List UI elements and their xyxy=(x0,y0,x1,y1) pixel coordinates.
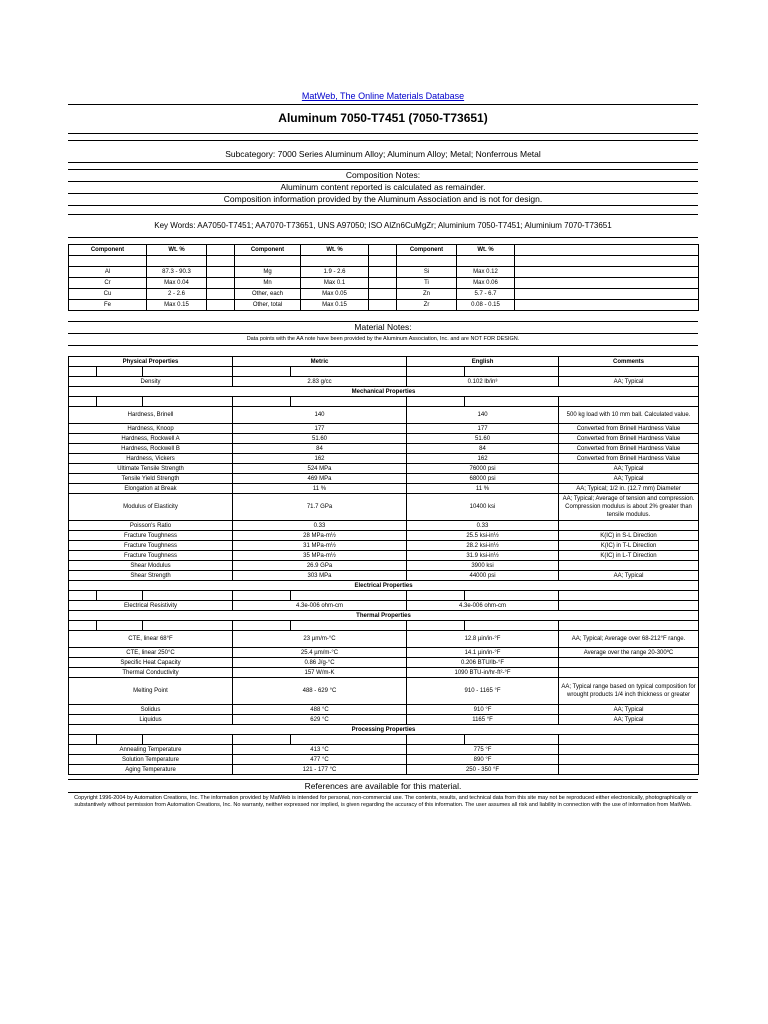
empty-cell xyxy=(465,397,559,407)
empty-cell xyxy=(369,278,397,289)
metric-value: 157 W/m-K xyxy=(233,668,407,678)
english-value: 775 °F xyxy=(407,745,559,755)
metric-value: 35 MPa-m½ xyxy=(233,551,407,561)
empty-cell xyxy=(69,367,97,377)
composition-cell: Max 0.12 xyxy=(457,267,515,278)
property-row xyxy=(69,521,699,531)
property-row xyxy=(69,377,699,387)
properties-header-row xyxy=(69,357,699,367)
property-name: Shear Strength xyxy=(69,571,233,581)
section-title: Thermal Properties xyxy=(69,611,699,621)
empty-cell xyxy=(407,367,465,377)
references-note: References are available for this material. xyxy=(68,779,698,793)
composition-note-line: Aluminum content reported is calculated as remainder. xyxy=(68,182,698,194)
property-name: CTE, linear 68°F xyxy=(69,631,233,648)
property-name: Annealing Temperature xyxy=(69,745,233,755)
empty-cell xyxy=(143,397,233,407)
composition-header-cell: Component xyxy=(69,245,147,256)
composition-cell: Max 0.15 xyxy=(147,300,207,311)
empty-cell xyxy=(143,621,233,631)
property-row xyxy=(69,407,699,424)
comment xyxy=(559,745,699,755)
physical-properties-header: Physical Properties xyxy=(69,357,233,367)
property-row xyxy=(69,631,699,648)
composition-cell: Si xyxy=(397,267,457,278)
comment: Converted from Brinell Hardness Value xyxy=(559,434,699,444)
property-name: Hardness, Brinell xyxy=(69,407,233,424)
composition-cell: Zr xyxy=(397,300,457,311)
composition-row xyxy=(69,289,699,300)
comment: Converted from Brinell Hardness Value xyxy=(559,454,699,464)
empty-cell xyxy=(233,397,291,407)
composition-cell: Max 0.04 xyxy=(147,278,207,289)
property-name: Solidus xyxy=(69,705,233,715)
property-row xyxy=(69,424,699,434)
composition-cell: 2 - 2.6 xyxy=(147,289,207,300)
empty-cell xyxy=(97,397,143,407)
metric-value: 0.86 J/g-°C xyxy=(233,658,407,668)
empty-cell xyxy=(559,397,699,407)
metric-value: 51.60 xyxy=(233,434,407,444)
english-value: 51.60 xyxy=(407,434,559,444)
composition-header-cell: Component xyxy=(397,245,457,256)
composition-cell: Max 0.06 xyxy=(457,278,515,289)
property-name: Hardness, Rockwell A xyxy=(69,434,233,444)
empty-cell xyxy=(147,256,207,267)
empty-cell xyxy=(69,621,97,631)
metric-value: 413 °C xyxy=(233,745,407,755)
section-header-row xyxy=(69,387,699,397)
composition-cell: 5.7 - 6.7 xyxy=(457,289,515,300)
composition-notes xyxy=(68,169,698,206)
english-value: 12.8 µin/in-°F xyxy=(407,631,559,648)
divider xyxy=(68,237,698,238)
empty-cell xyxy=(69,591,97,601)
blank-row xyxy=(69,621,699,631)
metric-value: 469 MPa xyxy=(233,474,407,484)
property-name: Fracture Toughness xyxy=(69,531,233,541)
empty-cell xyxy=(369,256,397,267)
property-row xyxy=(69,668,699,678)
empty-cell xyxy=(407,591,465,601)
comment: AA; Typical; 1/2 in. (12.7 mm) Diameter xyxy=(559,484,699,494)
composition-row xyxy=(69,278,699,289)
blank-row xyxy=(69,397,699,407)
property-name: Thermal Conductivity xyxy=(69,668,233,678)
composition-header-cell: Wt. % xyxy=(147,245,207,256)
property-name: Electrical Resistivity xyxy=(69,601,233,611)
section-header-row xyxy=(69,611,699,621)
property-row xyxy=(69,531,699,541)
property-row xyxy=(69,678,699,705)
english-value: 25.5 ksi-in½ xyxy=(407,531,559,541)
comment xyxy=(559,755,699,765)
empty-cell xyxy=(515,245,699,256)
empty-cell xyxy=(207,278,235,289)
metric-value: 177 xyxy=(233,424,407,434)
property-row xyxy=(69,715,699,725)
empty-cell xyxy=(515,289,699,300)
comment: K(IC) in T-L Direction xyxy=(559,541,699,551)
metric-value: 162 xyxy=(233,454,407,464)
empty-cell xyxy=(97,367,143,377)
english-value: 177 xyxy=(407,424,559,434)
english-value: 76000 psi xyxy=(407,464,559,474)
empty-cell xyxy=(369,300,397,311)
comment: AA; Typical; Average of tension and compression. Compression modulus is about 2% greater than tensile modulus. xyxy=(559,494,699,521)
page-title: Aluminum 7050-T7451 (7050-T73651) xyxy=(278,111,488,125)
metric-value: 488 °C xyxy=(233,705,407,715)
composition-table xyxy=(68,244,699,311)
comment: Converted from Brinell Hardness Value xyxy=(559,424,699,434)
property-name: Hardness, Vickers xyxy=(69,454,233,464)
property-name: Ultimate Tensile Strength xyxy=(69,464,233,474)
property-name: Fracture Toughness xyxy=(69,551,233,561)
empty-cell xyxy=(559,367,699,377)
english-value: 250 - 350 °F xyxy=(407,765,559,775)
divider xyxy=(68,140,698,141)
subcategory: Subcategory: 7000 Series Aluminum Alloy; Aluminum Alloy; Metal; Nonferrous Metal xyxy=(68,149,698,163)
empty-cell xyxy=(69,256,147,267)
property-name: Aging Temperature xyxy=(69,765,233,775)
keywords: Key Words: AA7050-T7451; AA7070-T73651, UNS A97050; ISO AlZn6CuMgZr; Aluminium 7050-T7451; Aluminium 7070-T73651 xyxy=(154,221,612,230)
comment: AA; Typical xyxy=(559,571,699,581)
property-row xyxy=(69,541,699,551)
metric-value: 303 MPa xyxy=(233,571,407,581)
metric-header: Metric xyxy=(233,357,407,367)
section-title: Electrical Properties xyxy=(69,581,699,591)
property-row xyxy=(69,454,699,464)
english-value: 31.9 ksi-in½ xyxy=(407,551,559,561)
empty-cell xyxy=(407,397,465,407)
comments-header: Comments xyxy=(559,357,699,367)
comment xyxy=(559,561,699,571)
english-value: 4.3e-006 ohm-cm xyxy=(407,601,559,611)
composition-notes-title: Composition Notes: xyxy=(68,170,698,182)
blank-row xyxy=(69,735,699,745)
property-row xyxy=(69,474,699,484)
comment: K(IC) in L-T Direction xyxy=(559,551,699,561)
empty-cell xyxy=(559,591,699,601)
empty-cell xyxy=(233,621,291,631)
property-name: Tensile Yield Strength xyxy=(69,474,233,484)
property-name: Elongation at Break xyxy=(69,484,233,494)
empty-cell xyxy=(407,621,465,631)
english-value: 890 °F xyxy=(407,755,559,765)
property-name: Liquidus xyxy=(69,715,233,725)
comment xyxy=(559,521,699,531)
comment xyxy=(559,601,699,611)
empty-cell xyxy=(369,289,397,300)
metric-value: 71.7 GPa xyxy=(233,494,407,521)
empty-cell xyxy=(143,591,233,601)
property-row xyxy=(69,745,699,755)
metric-value: 11 % xyxy=(233,484,407,494)
property-row xyxy=(69,571,699,581)
material-notes-text: Data points with the AA note have been provided by the Aluminum Association, Inc. and are NOT FOR DESIGN. xyxy=(68,334,698,346)
empty-cell xyxy=(207,300,235,311)
empty-cell xyxy=(369,267,397,278)
empty-cell xyxy=(465,367,559,377)
empty-cell xyxy=(97,621,143,631)
english-value: 1090 BTU-in/hr-ft²-°F xyxy=(407,668,559,678)
empty-cell xyxy=(291,735,407,745)
english-value: 68000 psi xyxy=(407,474,559,484)
composition-cell: Mn xyxy=(235,278,301,289)
property-row xyxy=(69,434,699,444)
comment: K(IC) in S-L Direction xyxy=(559,531,699,541)
english-value: 140 xyxy=(407,407,559,424)
comment: AA; Typical xyxy=(559,705,699,715)
empty-cell xyxy=(559,735,699,745)
empty-cell xyxy=(207,289,235,300)
empty-cell xyxy=(143,367,233,377)
property-name: Fracture Toughness xyxy=(69,541,233,551)
property-row xyxy=(69,658,699,668)
metric-value: 26.9 GPa xyxy=(233,561,407,571)
composition-header-cell: Component xyxy=(235,245,301,256)
empty-cell xyxy=(97,735,143,745)
english-value: 0.102 lb/in³ xyxy=(407,377,559,387)
metric-value: 25.4 µm/m-°C xyxy=(233,648,407,658)
property-row xyxy=(69,551,699,561)
property-row xyxy=(69,561,699,571)
property-row xyxy=(69,601,699,611)
composition-row xyxy=(69,300,699,311)
metric-value: 0.33 xyxy=(233,521,407,531)
composition-header-row xyxy=(69,245,699,256)
comment xyxy=(559,658,699,668)
empty-cell xyxy=(515,278,699,289)
property-name: Melting Point xyxy=(69,678,233,705)
document-body xyxy=(68,90,698,809)
metric-value: 121 - 177 °C xyxy=(233,765,407,775)
metric-value: 629 °C xyxy=(233,715,407,725)
comment: AA; Typical; Average over 68-212°F range. xyxy=(559,631,699,648)
english-value: 44000 psi xyxy=(407,571,559,581)
composition-cell: 1.9 - 2.6 xyxy=(301,267,369,278)
property-name: Solution Temperature xyxy=(69,755,233,765)
empty-cell xyxy=(207,267,235,278)
divider xyxy=(68,104,698,105)
property-name: Modulus of Elasticity xyxy=(69,494,233,521)
metric-value: 140 xyxy=(233,407,407,424)
property-row xyxy=(69,484,699,494)
composition-cell: Other, total xyxy=(235,300,301,311)
properties-table xyxy=(68,356,699,775)
empty-cell xyxy=(233,591,291,601)
empty-cell xyxy=(207,256,235,267)
composition-header-cell: Wt. % xyxy=(301,245,369,256)
english-value: 162 xyxy=(407,454,559,464)
empty-cell xyxy=(69,397,97,407)
section-title: Mechanical Properties xyxy=(69,387,699,397)
comment: AA; Typical xyxy=(559,464,699,474)
english-value: 11 % xyxy=(407,484,559,494)
empty-cell xyxy=(291,621,407,631)
empty-cell xyxy=(207,245,235,256)
metric-value: 31 MPa-m½ xyxy=(233,541,407,551)
composition-cell: 0.08 - 0.15 xyxy=(457,300,515,311)
divider xyxy=(68,133,698,134)
composition-cell: Zn xyxy=(397,289,457,300)
material-notes-title: Material Notes: xyxy=(68,322,698,334)
section-title: Processing Properties xyxy=(69,725,699,735)
property-row xyxy=(69,765,699,775)
composition-cell: Fe xyxy=(69,300,147,311)
property-row xyxy=(69,755,699,765)
copyright-text: Copyright 1996-2004 by Automation Creations, Inc. The information provided by MatWeb is intended for personal, non-commercial use. The contents, results, and technical data from this site may not be reproduced either electronically, photographically or substantively without permission from Automation Creations, Inc. No warranty, neither expressed nor implied, is given regarding the accuracy of this information. The user assumes all risk and liability in connection with the use of information from MatWeb. xyxy=(74,795,692,808)
property-name: Hardness, Knoop xyxy=(69,424,233,434)
comment: Converted from Brinell Hardness Value xyxy=(559,444,699,454)
empty-cell xyxy=(301,256,369,267)
comment: Average over the range 20-300ºC xyxy=(559,648,699,658)
comment xyxy=(559,765,699,775)
metric-value: 477 °C xyxy=(233,755,407,765)
english-value: 14.1 µin/in-°F xyxy=(407,648,559,658)
property-row xyxy=(69,648,699,658)
empty-cell xyxy=(143,735,233,745)
property-name: Specific Heat Capacity xyxy=(69,658,233,668)
english-value: 28.2 ksi-in½ xyxy=(407,541,559,551)
property-row xyxy=(69,464,699,474)
section-header-row xyxy=(69,725,699,735)
composition-cell: Ti xyxy=(397,278,457,289)
composition-cell: Mg xyxy=(235,267,301,278)
composition-cell: Max 0.1 xyxy=(301,278,369,289)
english-value: 910 - 1165 °F xyxy=(407,678,559,705)
property-name: Density xyxy=(69,377,233,387)
english-value: 910 °F xyxy=(407,705,559,715)
empty-cell xyxy=(97,591,143,601)
composition-blank-row xyxy=(69,256,699,267)
metric-value: 488 - 629 °C xyxy=(233,678,407,705)
comment: AA; Typical range based on typical composition for wrought products 1/4 inch thickness or greater xyxy=(559,678,699,705)
empty-cell xyxy=(457,256,515,267)
empty-cell xyxy=(69,735,97,745)
blank-row xyxy=(69,367,699,377)
empty-cell xyxy=(407,735,465,745)
section-header-row xyxy=(69,581,699,591)
empty-cell xyxy=(515,300,699,311)
comment: AA; Typical xyxy=(559,377,699,387)
property-row xyxy=(69,494,699,521)
metric-value: 4.3e-006 ohm-cm xyxy=(233,601,407,611)
empty-cell xyxy=(235,256,301,267)
empty-cell xyxy=(465,621,559,631)
property-name: CTE, linear 250°C xyxy=(69,648,233,658)
empty-cell xyxy=(291,591,407,601)
empty-cell xyxy=(559,621,699,631)
empty-cell xyxy=(465,591,559,601)
composition-cell: Al xyxy=(69,267,147,278)
english-value: 0.33 xyxy=(407,521,559,531)
english-value: 1165 °F xyxy=(407,715,559,725)
empty-cell xyxy=(397,256,457,267)
english-header: English xyxy=(407,357,559,367)
comment xyxy=(559,668,699,678)
empty-cell xyxy=(515,256,699,267)
empty-cell xyxy=(369,245,397,256)
empty-cell xyxy=(291,397,407,407)
matweb-link[interactable]: MatWeb, The Online Materials Database xyxy=(301,91,465,101)
property-name: Hardness, Rockwell B xyxy=(69,444,233,454)
composition-header-cell: Wt. % xyxy=(457,245,515,256)
property-name: Shear Modulus xyxy=(69,561,233,571)
english-value: 10400 ksi xyxy=(407,494,559,521)
metric-value: 2.83 g/cc xyxy=(233,377,407,387)
comment: AA; Typical xyxy=(559,715,699,725)
metric-value: 23 µm/m-°C xyxy=(233,631,407,648)
material-notes xyxy=(68,321,698,346)
composition-cell: Cu xyxy=(69,289,147,300)
empty-cell xyxy=(465,735,559,745)
metric-value: 84 xyxy=(233,444,407,454)
english-value: 0.206 BTU/lb-°F xyxy=(407,658,559,668)
composition-cell: 87.3 - 90.3 xyxy=(147,267,207,278)
comment: AA; Typical xyxy=(559,474,699,484)
english-value: 84 xyxy=(407,444,559,454)
composition-cell: Cr xyxy=(69,278,147,289)
composition-note-line: Composition information provided by the Aluminum Association and is not for design. xyxy=(68,194,698,206)
composition-row xyxy=(69,267,699,278)
composition-cell: Other, each xyxy=(235,289,301,300)
empty-cell xyxy=(233,367,291,377)
empty-cell xyxy=(291,367,407,377)
metric-value: 28 MPa-m½ xyxy=(233,531,407,541)
blank-row xyxy=(69,591,699,601)
property-row xyxy=(69,705,699,715)
property-name: Poisson's Ratio xyxy=(69,521,233,531)
metric-value: 524 MPa xyxy=(233,464,407,474)
empty-cell xyxy=(515,267,699,278)
property-row xyxy=(69,444,699,454)
comment: 500 kg load with 10 mm ball. Calculated value. xyxy=(559,407,699,424)
english-value: 3900 ksi xyxy=(407,561,559,571)
empty-cell xyxy=(233,735,291,745)
composition-cell: Max 0.15 xyxy=(301,300,369,311)
composition-cell: Max 0.05 xyxy=(301,289,369,300)
